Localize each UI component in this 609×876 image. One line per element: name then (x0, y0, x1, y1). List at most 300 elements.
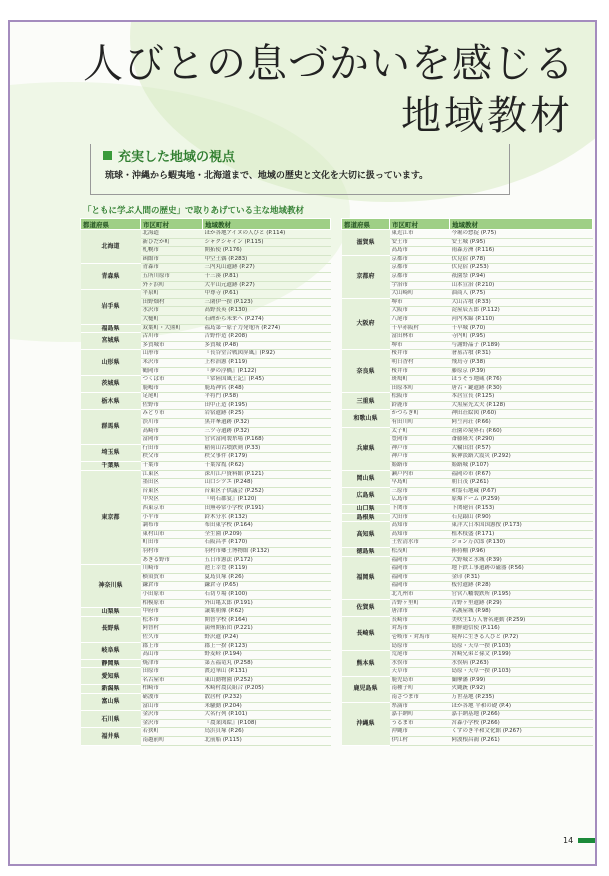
prefecture-cell: 兵庫県 (342, 427, 390, 470)
city-cell: 福岡市 (390, 556, 450, 565)
prefecture-cell: 福井県 (81, 728, 141, 745)
header-city: 市区町村 (141, 219, 203, 230)
city-cell: 広島市 (390, 496, 450, 505)
material-cell: 三内丸山遺跡 (P.27) (203, 264, 331, 273)
material-cell: ほうそう地蔵 (P.76) (450, 376, 593, 385)
city-cell: 荒尾市 (390, 651, 450, 660)
table-row (81, 616, 331, 625)
prefecture-cell: 新潟県 (81, 685, 141, 694)
prefecture-cell: 大阪府 (342, 298, 390, 350)
city-cell: 南さつま市 (390, 694, 450, 703)
city-cell: 小田原市 (141, 590, 203, 599)
header-material: 地域教材 (203, 219, 331, 230)
city-cell: 中央区 (141, 496, 203, 505)
material-cell: 羽村市郷土博物館 (P.132) (203, 547, 331, 556)
city-cell: 京都市 (390, 264, 450, 273)
material-cell: 阿波根昌鴻 (P.261) (450, 737, 593, 746)
city-cell: 桜井市 (390, 367, 450, 376)
material-cell: 田無尋常小学校 (P.191) (203, 505, 331, 514)
material-cell: 油商人 (P.75) (450, 290, 593, 299)
city-cell: 相模原市 (141, 599, 203, 608)
material-cell: 祇園祭 (P.94) (450, 272, 593, 281)
material-cell: 黒井峯遺跡 (P.32) (203, 419, 331, 428)
city-cell: 太子町 (390, 427, 450, 436)
material-cell: 鹿島神宮 (P.48) (203, 384, 331, 393)
material-cell: 水俣病 (P.263) (450, 659, 593, 668)
city-cell: 青森市 (141, 264, 203, 273)
city-cell: 双葉町・大熊町 (141, 324, 203, 333)
city-cell: 田野畑村 (141, 298, 203, 307)
material-cell: 開拓使 (P.176) (203, 247, 331, 256)
material-cell: 美咲生1万人署名運動 (P.259) (450, 616, 593, 625)
material-cell: 『明石郡宴』(P.120) (203, 496, 331, 505)
material-cell: 満州開拓団 (P.221) (203, 625, 331, 634)
material-cell: 東洋大日本国国憲按 (P.173) (450, 522, 593, 531)
section-heading (103, 146, 235, 165)
city-cell: 福岡市 (390, 565, 450, 574)
material-cell: 『夢の浮橋』(P.122) (203, 367, 331, 376)
city-cell: 佐久市 (141, 633, 203, 642)
material-cell: 五日市憲法 (P.172) (203, 556, 331, 565)
material-cell: 平将門 (P.58) (203, 393, 331, 402)
table-row (81, 350, 331, 359)
city-cell: 阿智村 (141, 625, 203, 634)
city-cell: 多賀城市 (141, 341, 203, 350)
city-cell: 土佐清水市 (390, 539, 450, 548)
material-cell: 北前船 (P.115) (203, 737, 331, 746)
city-cell: 松茂町 (390, 547, 450, 556)
material-cell: 原爆ドーム (P.259) (450, 496, 593, 505)
material-cell: 官営八幡製鉄所 (P.195) (450, 590, 593, 599)
city-cell: つくば市 (141, 376, 203, 385)
city-cell: 金沢市 (141, 711, 203, 720)
prefecture-cell: 沖縄県 (342, 702, 390, 745)
prefecture-cell: 福島県 (81, 324, 141, 333)
city-cell: 南越前町 (141, 737, 203, 746)
city-cell: うるま市 (390, 719, 450, 728)
table-row (81, 462, 331, 471)
prefecture-cell: 熊本県 (342, 651, 390, 677)
city-cell: 横須賀市 (141, 573, 203, 582)
city-cell: 秩父市 (141, 453, 203, 462)
prefecture-cell: 宮城県 (81, 333, 141, 350)
table-row (81, 608, 331, 617)
prefecture-cell: 徳島県 (342, 547, 390, 556)
prefecture-cell: 神奈川県 (81, 565, 141, 608)
prefecture-cell: 岡山県 (342, 470, 390, 487)
table-row (342, 230, 593, 239)
city-cell: 若狭町 (141, 728, 203, 737)
prefecture-cell: 富山県 (81, 694, 141, 711)
city-cell: 鎌倉市 (141, 582, 203, 591)
city-cell: 平泉町 (141, 290, 203, 299)
city-cell: 足尾町 (141, 393, 203, 402)
city-cell: 堺市 (390, 298, 450, 307)
table-row (81, 685, 331, 694)
table-row (342, 702, 593, 711)
table-row (342, 522, 593, 531)
city-cell: 東近江市 (390, 230, 450, 239)
left-table-body (81, 230, 331, 746)
material-cell: 鎌倉寺 (P.65) (203, 582, 331, 591)
square-icon (103, 151, 112, 160)
material-cell: 『常陸国風土記』(P.45) (203, 376, 331, 385)
material-cell: 田中正造 (P.195) (203, 401, 331, 410)
material-cell: 阿弖河荘 (P.66) (450, 419, 593, 428)
table-row (342, 470, 593, 479)
city-cell: 神戸市 (390, 453, 450, 462)
material-cell: 開智学校 (P.164) (203, 616, 331, 625)
prefecture-cell: 佐賀県 (342, 599, 390, 616)
city-cell: 千葉市 (141, 462, 203, 471)
material-cell: 全生園 (P.209) (203, 530, 331, 539)
material-cell: 多賀城 (P.48) (203, 341, 331, 350)
material-cell: 鳥浜貝塚 (P.26) (203, 728, 331, 737)
material-cell: 高野長英 (P.130) (203, 307, 331, 316)
material-cell: 捧持棚 (P.96) (450, 547, 593, 556)
table-row (342, 547, 593, 556)
material-cell: 朝鮮通信使 (P.116) (450, 625, 593, 634)
city-cell: 砺波市 (141, 694, 203, 703)
prefecture-cell: 島根県 (342, 513, 390, 522)
prefecture-cell: 千葉県 (81, 462, 141, 471)
city-cell: 松本市 (141, 616, 203, 625)
city-cell: 吉野ヶ里町 (390, 599, 450, 608)
table-row (81, 565, 331, 574)
city-cell: 佐野市 (141, 401, 203, 410)
prefecture-cell: 静岡県 (81, 659, 141, 668)
material-cell: 阪神淡路大震災 (P.292) (450, 453, 593, 462)
title-line1: 人びとの息づかいを感じる (83, 41, 575, 87)
table-row (81, 376, 331, 385)
material-cell: 千早城 (P.70) (450, 324, 593, 333)
material-cell: 与謝野晶子 (P.189) (450, 341, 593, 350)
city-cell: 瀬戸内市 (390, 470, 450, 479)
city-cell: 唐津市 (390, 608, 450, 617)
material-cell: 宮崎兄弟と孫文 (P.199) (450, 651, 593, 660)
city-cell: 函館市 (141, 255, 203, 264)
table-row (342, 676, 593, 685)
page-frame (8, 20, 597, 866)
header-material: 地域教材 (450, 219, 593, 230)
city-cell: 田原本町 (390, 384, 450, 393)
table-row (81, 324, 331, 333)
table-row (81, 728, 331, 737)
material-cell: 中尊寺 (P.61) (203, 290, 331, 299)
material-cell: 伏見宿 (P.253) (450, 264, 593, 273)
prefecture-cell: 愛知県 (81, 668, 141, 685)
material-cell: 木崎村農民組合 (P.205) (203, 685, 331, 694)
table-row (342, 487, 593, 496)
city-cell: 糸満市 (390, 702, 450, 711)
material-cell: 三閉伊一揆 (P.123) (203, 298, 331, 307)
city-cell: 焼津市 (141, 659, 203, 668)
prefecture-cell: 福岡県 (342, 556, 390, 599)
material-cell: 鈴木分水 (P.132) (203, 513, 331, 522)
page-number: 14 (563, 836, 574, 845)
city-cell: 墨田区 (141, 479, 203, 488)
material-cell: 荘園の境界石 (P.60) (450, 427, 593, 436)
city-cell: 京都市 (390, 255, 450, 264)
prefecture-cell: 青森県 (81, 264, 141, 290)
city-cell: 桜井市 (390, 350, 450, 359)
prefecture-cell: 長崎県 (342, 616, 390, 650)
material-cell: 野沢遺 (P.24) (203, 633, 331, 642)
material-cell: 火縄銃 (P.92) (450, 685, 593, 694)
section-body: 琉球・沖縄から蝦夷地・北海道まで、地域の歴史と文化を大切に扱っています。 (105, 171, 429, 181)
city-cell: かつらぎ町 (390, 410, 450, 419)
city-cell: 福岡市 (390, 582, 450, 591)
table-row (342, 505, 593, 514)
city-cell: 水俣市 (390, 659, 450, 668)
prefecture-cell: 山形県 (81, 350, 141, 376)
city-cell: 羽村市 (141, 547, 203, 556)
prefecture-cell: 山口県 (342, 505, 390, 514)
material-cell: 大名行列 (P.101) (203, 711, 331, 720)
city-cell: 五所川原市 (141, 272, 203, 281)
city-cell: 富山市 (141, 702, 203, 711)
material-cell: 中空土偶 (P.283) (203, 255, 331, 264)
table-row (342, 255, 593, 264)
city-cell: 有田川町 (390, 419, 450, 428)
prefecture-cell: 岩手県 (81, 290, 141, 324)
city-cell: 天草市 (390, 668, 450, 677)
city-cell: 沖縄市 (390, 728, 450, 737)
city-cell: 町田市 (141, 539, 203, 548)
material-cell: 石切り場 (P.100) (203, 590, 331, 599)
material-cell: 藤原京 (P.39) (450, 367, 593, 376)
material-cell: 深川江戸資料館 (P.121) (203, 470, 331, 479)
material-cell: 名護屋城 (P.98) (450, 608, 593, 617)
material-cell: 宮森小学校 (P.266) (450, 719, 593, 728)
city-cell: 水沢市 (141, 307, 203, 316)
material-cell: 今堀の惣掟 (P.75) (450, 230, 593, 239)
city-cell: 鹿児島市 (390, 676, 450, 685)
material-cell: 蘭摩藩 (P.99) (450, 676, 593, 685)
prefecture-cell: 山梨県 (81, 608, 141, 617)
city-cell: 小平市 (141, 513, 203, 522)
material-cell: 本居宣長 (P.125) (450, 393, 593, 402)
material-cell: 郡上一揆 (P.123) (203, 642, 331, 651)
material-cell: シャクシャイン (P.115) (203, 238, 331, 247)
city-cell: 大阪市 (390, 307, 450, 316)
material-cell: 金印 (P.31) (450, 573, 593, 582)
prefecture-cell: 埼玉県 (81, 444, 141, 461)
city-cell: 札幌市 (141, 247, 203, 256)
city-cell: 長崎市 (390, 616, 450, 625)
right-material-table (341, 218, 593, 746)
city-cell: 三原市 (390, 487, 450, 496)
material-cell: 万世基地 (P.235) (450, 694, 593, 703)
city-cell: 姫路市 (390, 462, 450, 471)
city-cell: 早島町 (390, 479, 450, 488)
material-cell: 布田東学校 (P.164) (203, 522, 331, 531)
left-material-table (80, 218, 331, 746)
material-cell: 唐古・鍵遺跡 (P.30) (450, 384, 593, 393)
prefecture-cell: 岐阜県 (81, 642, 141, 659)
material-cell: 『長谷堂合戦図屏風』(P.92) (203, 350, 331, 359)
viewpoint-box (90, 144, 510, 195)
material-cell: 石見銀山 (P.90) (450, 513, 593, 522)
prefecture-cell: 栃木県 (81, 393, 141, 410)
prefecture-cell: 奈良県 (342, 350, 390, 393)
material-cell: 台東区子供議会 (P.252) (203, 487, 331, 496)
table-row (342, 616, 593, 625)
material-cell: 外山亀太郎 (P.191) (203, 599, 331, 608)
city-cell: 京都市 (390, 272, 450, 281)
material-cell: 夏島貝塚 (P.26) (203, 573, 331, 582)
material-cell: 渡辺崋山 (P.131) (203, 668, 331, 677)
right-table-body (342, 230, 593, 746)
material-cell: 植木枝盛 (P.171) (450, 530, 593, 539)
prefecture-cell: 三重県 (342, 393, 390, 410)
material-cell: 池上幸豊 (P.119) (203, 565, 331, 574)
table-row (342, 350, 593, 359)
city-cell: 島原市 (390, 642, 450, 651)
material-cell: 秩父事件 (P.179) (203, 453, 331, 462)
material-cell: 大黒屋光太夫 (P.128) (450, 401, 593, 410)
city-cell: 行田市 (141, 444, 203, 453)
prefecture-cell: 高知県 (342, 522, 390, 548)
city-cell: 堺市 (390, 341, 450, 350)
table-caption: 「ともに学ぶ人間の歴史」で取りあげている主な地域教材 (83, 206, 305, 216)
city-cell: 八尾市 (390, 315, 450, 324)
table-row (342, 393, 593, 402)
table-row (81, 393, 331, 402)
header-pref: 都道府県 (81, 219, 141, 230)
title-line2: 地域教材 (401, 93, 573, 139)
table-row (342, 651, 593, 660)
table-row (81, 668, 331, 677)
material-cell: 三ツ寺遺跡 (P.32) (203, 427, 331, 436)
material-cell: 官営富岡製糸場 (P.168) (203, 436, 331, 445)
material-cell: 和霊石地蔵 (P.67) (450, 487, 593, 496)
city-cell: 大田市 (390, 513, 450, 522)
material-cell: 野麦峠 (P.194) (203, 651, 331, 660)
table-row (81, 470, 331, 479)
city-cell: 調布市 (141, 522, 203, 531)
prefecture-cell: 京都府 (342, 255, 390, 298)
material-cell: 散居村 (P.232) (203, 694, 331, 703)
city-cell: 高崎市 (141, 427, 203, 436)
material-cell: 福岡の市 (P.67) (450, 470, 593, 479)
material-cell: 大山古墳 (P.33) (450, 298, 593, 307)
city-cell: 高知市 (390, 530, 450, 539)
city-cell: 鹿嶋市 (141, 384, 203, 393)
city-cell: 嘉手納町 (390, 711, 450, 720)
material-cell: 山本宣治 (P.210) (450, 281, 593, 290)
material-cell: 吉野ヶ里遺跡 (P.29) (450, 599, 593, 608)
prefecture-cell: 石川県 (81, 711, 141, 728)
city-cell: 柏崎市 (141, 685, 203, 694)
city-cell: 宇治市 (390, 281, 450, 290)
table-row (342, 410, 593, 419)
material-cell: 境界に生きる人びと (P.72) (450, 633, 593, 642)
material-cell: 雨森芳洲 (P.116) (450, 247, 593, 256)
city-cell: あきる野市 (141, 556, 203, 565)
material-cell: 朝日茂 (P.261) (450, 479, 593, 488)
city-cell: 新ひだか町 (141, 238, 203, 247)
material-cell: くすのき平和文化館 (P.267) (450, 728, 593, 737)
city-cell: 南種子町 (390, 685, 450, 694)
city-cell: 豊岡市 (390, 436, 450, 445)
material-cell: 伏見宿 (P.78) (450, 255, 593, 264)
material-cell: 安土城 (P.95) (450, 238, 593, 247)
city-cell: 鶴岡市 (141, 367, 203, 376)
city-cell: 山形市 (141, 350, 203, 359)
material-cell: 譲葉朝像 (P.62) (203, 608, 331, 617)
material-cell: 大平山元遺跡 (P.27) (203, 281, 331, 290)
city-cell: 高島市 (390, 247, 450, 256)
prefecture-cell: 茨城県 (81, 376, 141, 393)
city-cell: 米沢市 (141, 358, 203, 367)
material-cell: 姫路城 (P.107) (450, 462, 593, 471)
material-cell: 島原・天草一揆 (P.103) (450, 642, 593, 651)
material-cell: 河内木綿 (P.110) (450, 315, 593, 324)
material-cell: 淀屋辰五郎 (P.112) (450, 307, 593, 316)
city-cell: 松阪市 (390, 393, 450, 402)
table-row (81, 659, 331, 668)
material-cell: 吉野作造 (P.208) (203, 333, 331, 342)
city-cell: 高山市 (141, 651, 203, 660)
material-cell: 箸墓古墳 (P.31) (450, 350, 593, 359)
material-cell: 千葉常胤 (P.62) (203, 462, 331, 471)
city-cell: 神戸市 (390, 444, 450, 453)
table-row (342, 513, 593, 522)
city-cell: 富田林市 (390, 333, 450, 342)
city-cell: 川崎市 (141, 565, 203, 574)
city-cell: 福岡市 (390, 573, 450, 582)
table-row (81, 694, 331, 703)
city-cell: 北九州市 (390, 590, 450, 599)
table-row (81, 333, 331, 342)
city-cell: 高知市 (390, 522, 450, 531)
table-header-row (81, 219, 331, 230)
prefecture-cell: 北海道 (81, 230, 141, 264)
city-cell: 鈴鹿市 (390, 401, 450, 410)
prefecture-cell: 滋賀県 (342, 230, 390, 256)
city-cell: 北海道 (141, 230, 203, 239)
prefecture-cell: 鹿児島県 (342, 676, 390, 702)
city-cell: 西東京市 (141, 505, 203, 514)
material-cell: 嘉手納基地 (P.266) (450, 711, 593, 720)
material-cell: ほか各地 平和の礎 (P.4) (450, 702, 593, 711)
material-cell: ほか各地アイヌの人びと (P.114) (203, 230, 331, 239)
city-cell: 斑鳩町 (390, 376, 450, 385)
material-cell: 東山動物園 (P.252) (203, 676, 331, 685)
material-cell: 大野城と水城 (P.39) (450, 556, 593, 565)
table-row (81, 230, 331, 239)
material-cell: 斎藤隆夫 (P.290) (450, 436, 593, 445)
city-cell: 明日香村 (390, 358, 450, 367)
city-cell: 江東区 (141, 470, 203, 479)
city-cell: 甲府市 (141, 608, 203, 617)
material-cell: 稲荷山古墳鉄剣 (P.33) (203, 444, 331, 453)
city-cell: 富岡市 (141, 436, 203, 445)
prefecture-cell: 東京都 (81, 470, 141, 565)
material-cell: 下関砲台 (P.153) (450, 505, 593, 514)
table-header-row (342, 219, 593, 230)
material-cell: 山口シヅエ (P.248) (203, 479, 331, 488)
section-heading-text: 充実した地域の視点 (118, 150, 236, 165)
material-cell: 上杉治憲 (P.119) (203, 358, 331, 367)
material-cell: 岩宿遺跡 (P.25) (203, 410, 331, 419)
material-cell: ジョン万次郎 (P.130) (450, 539, 593, 548)
city-cell: 下関市 (390, 505, 450, 514)
table-row (342, 599, 593, 608)
table-row (81, 711, 331, 720)
table-row (342, 556, 593, 565)
